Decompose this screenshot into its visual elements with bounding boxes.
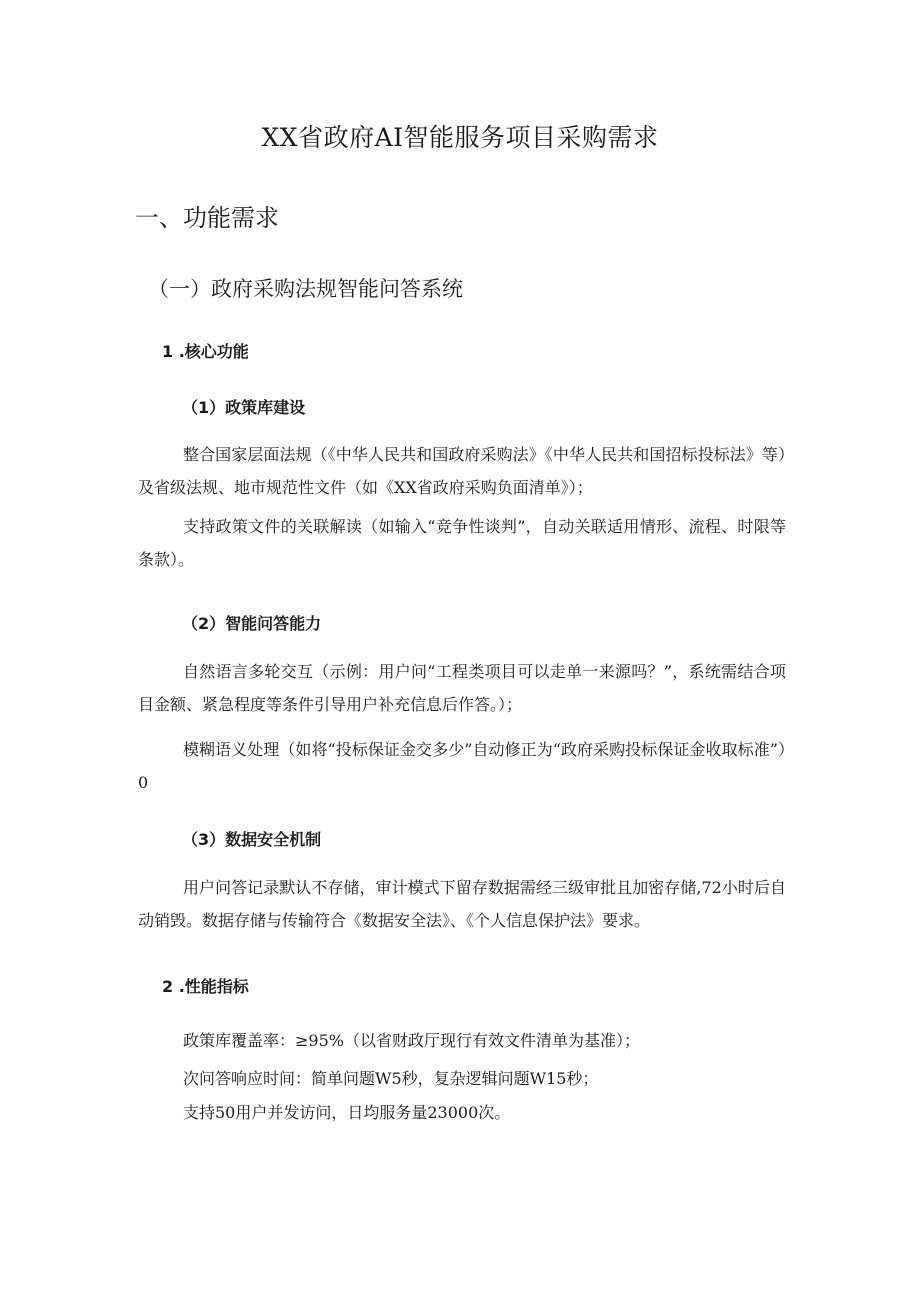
document-title: XX省政府AI智能服务项目采购需求 [261,123,659,152]
paragraph-policy-integration: 整合国家层面法规（《中华人民共和国政府采购法》《中华人民共和国招标投标法》等）及省级法规、地市规范性文件（如《XX省政府采购负面清单》）； [138,445,786,497]
sub-heading-data-security: （3）数据安全机制 [182,830,322,849]
sub-heading-policy-library: （1）政策库建设 [182,398,306,417]
performance-concurrency: 支持50用户并发访问，日均服务量23000次。 [183,1103,511,1122]
sub-heading-intelligent-qa: （2）智能问答能力 [182,614,322,633]
performance-coverage: 政策库覆盖率：≥95%（以省财政厅现行有效文件清单为基准）； [183,1031,640,1050]
paragraph-multi-turn-interaction: 自然语言多轮交互（示例：用户问“工程类项目可以走单一来源吗？”，系统需结合项目金额、紧急程度等条件引导用户补充信息后作答。）； [138,662,786,714]
item-heading-core-functions: 1 .核心功能 [162,342,249,361]
item-heading-performance: 2 .性能指标 [162,977,249,996]
paragraph-fuzzy-semantics: 模糊语义处理（如将“投标保证金交多少”自动修正为“政府采购投标保证金收取标准”）0 [138,740,786,792]
performance-response-time: 次问答响应时间：简单问题W5秒，复杂逻辑问题W15秒； [183,1069,599,1088]
section-heading-functional-requirements: 一、功能需求 [135,204,279,232]
subsection-heading-qa-system: （一）政府采购法规智能问答系统 [148,277,463,301]
paragraph-data-security: 用户问答记录默认不存储，审计模式下留存数据需经三级审批且加密存储,72小时后自动销毁。数据存储与传输符合《数据安全法》、《个人信息保护法》要求。 [138,878,786,930]
paragraph-policy-interpretation: 支持政策文件的关联解读（如输入“竞争性谈判”，自动关联适用情形、流程、时限等条款）。 [138,517,786,569]
